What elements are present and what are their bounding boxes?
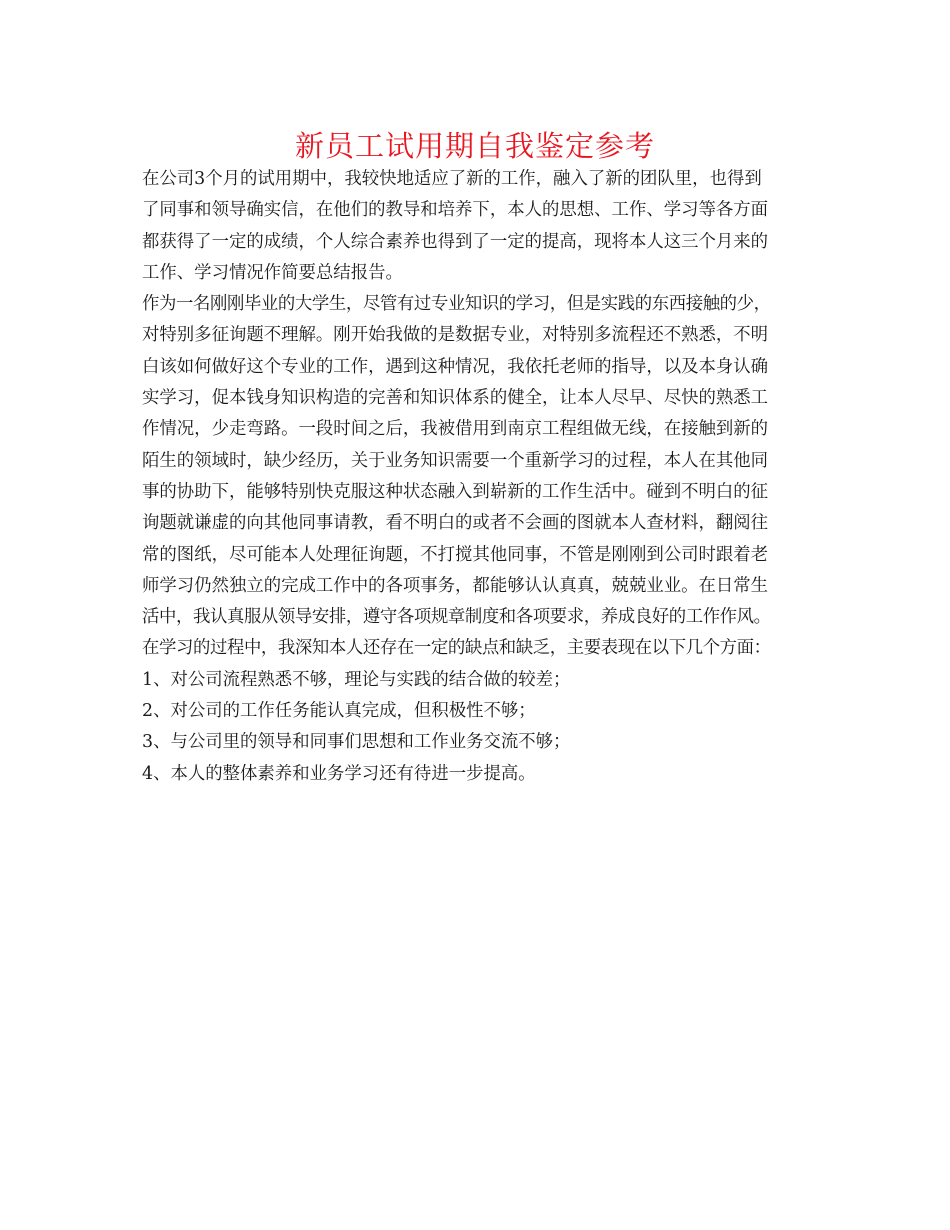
paragraph-line-10: 陌生的领域时，缺少经历，关于业务知识需要一个重新学习的过程，本人在其他同 [142, 450, 769, 471]
paragraph-line-16: 在学习的过程中，我深知本人还存在一定的缺点和缺乏，主要表现在以下几个方面： [142, 638, 771, 659]
paragraph-line-12: 询题就谦虚的向其他同事请教，看不明白的或者不会画的图就本人查材料，翻阅往 [142, 513, 769, 534]
paragraph-line-2: 了同事和领导确实信，在他们的教导和培养下，本人的思想、工作、学习等各方面 [142, 200, 769, 221]
paragraph-line-3: 都获得了一定的成绩，个人综合素养也得到了一定的提高，现将本人这三个月来的 [142, 231, 769, 252]
paragraph-line-13: 常的图纸，尽可能本人处理征询题，不打搅其他同事，不管是刚刚到公司时跟着老 [142, 544, 769, 565]
paragraph-line-7: 白该如何做好这个专业的工作，遇到这种情况，我依托老师的指导，以及本身认确 [142, 356, 769, 377]
paragraph-line-11: 事的协助下，能够特别快克服这种状态融入到崭新的工作生活中。碰到不明白的征 [142, 481, 769, 502]
paragraph-line-5: 作为一名刚刚毕业的大学生，尽管有过专业知识的学习，但是实践的东西接触的少， [142, 294, 771, 315]
paragraph-line-8: 实学习，促本钱身知识构造的完善和知识体系的健全，让本人尽早、尽快的熟悉工 [142, 388, 769, 409]
paragraph-line-9: 作情况，少走弯路。一段时间之后，我被借用到南京工程组做无线，在接触到新的 [142, 419, 769, 440]
paragraph-line-6: 对特别多征询题不理解。刚开始我做的是数据专业，对特别多流程还不熟悉，不明 [142, 325, 769, 346]
paragraph-line-14: 师学习仍然独立的完成工作中的各项事务，都能够认认真真，兢兢业业。在日常生 [142, 575, 769, 596]
paragraph-line-4: 工作、学习情况作简要总结报告。 [142, 262, 403, 283]
list-item-4: 4、本人的整体素养和业务学习还有待进一步提高。 [142, 763, 536, 784]
document-body [142, 164, 817, 790]
document-title: 新员工试用期自我鉴定参考 [294, 129, 655, 163]
list-item-1: 1、对公司流程熟悉不够，理论与实践的结合做的较差； [142, 669, 571, 690]
paragraph-line-15: 活中，我认真服从领导安排，遵守各项规章制度和各项要求，养成良好的工作作风。 [142, 607, 771, 628]
paragraph-line-1: 在公司3个月的试用期中，我较快地适应了新的工作，融入了新的团队里，也得到 [142, 169, 762, 189]
list-item-3: 3、与公司里的领导和同事们思想和工作业务交流不够； [142, 732, 571, 753]
list-item-2: 2、对公司的工作任务能认真完成，但积极性不够； [142, 701, 536, 722]
